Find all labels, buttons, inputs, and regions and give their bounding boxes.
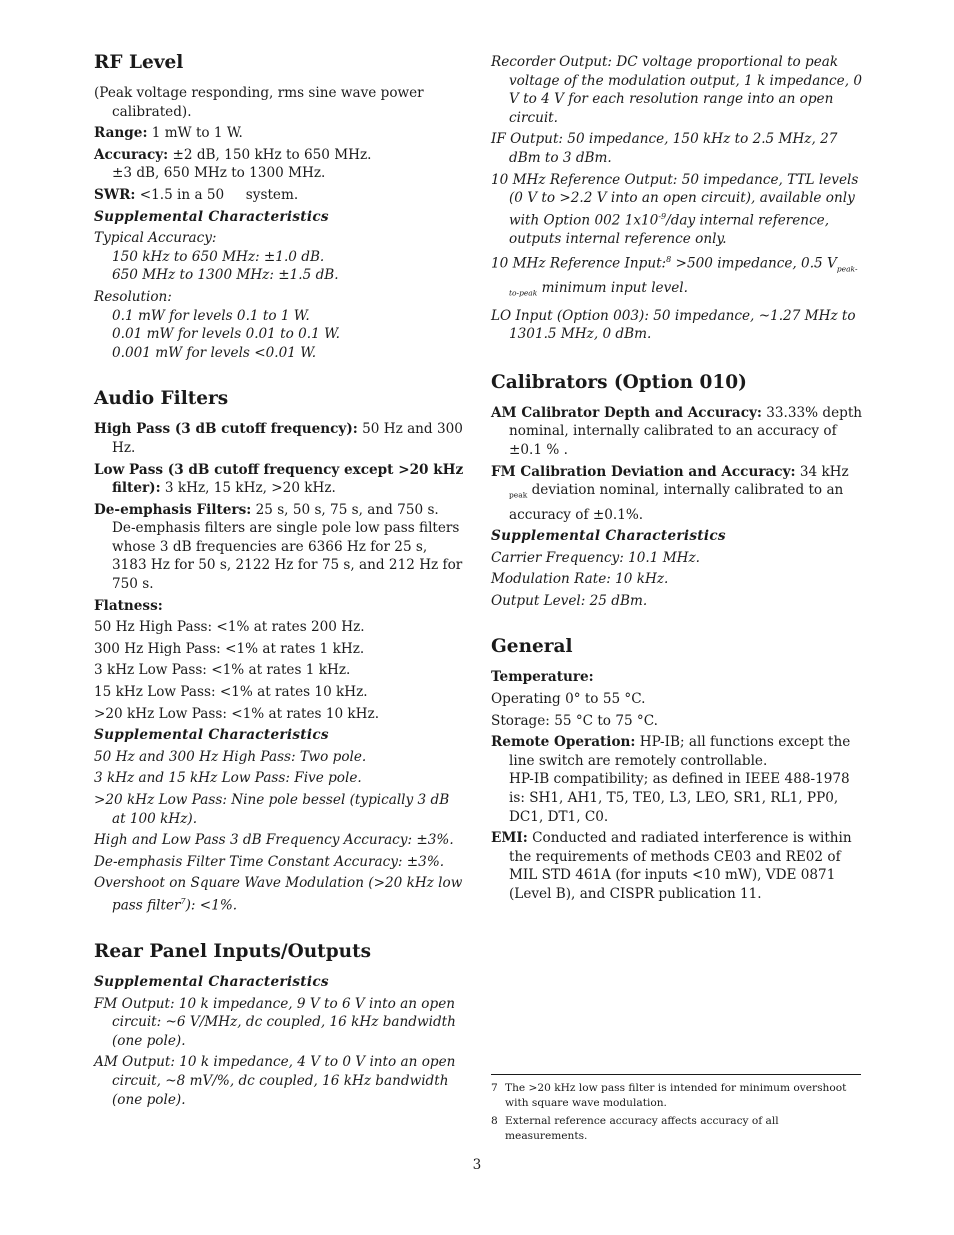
flatness-item: 3 kHz Low Pass: <1% at rates 1 kHz.	[94, 662, 351, 679]
lo-input: LO Input (Option 003): 50 impedance, ~1.27 MHz to 1301.5 MHz, 0 dBm.	[491, 307, 856, 343]
fm-calibration-end: deviation nominal, internally calibrated to an accuracy of ±0.1%.	[509, 482, 844, 523]
accuracy-label: Accuracy:	[94, 146, 169, 163]
rear-panel-section	[94, 939, 464, 1109]
rf-level-range	[94, 124, 464, 143]
supp-item: High and Low Pass 3 dB Frequency Accuracy: ±3%.	[94, 832, 454, 849]
reference-output-text: 10 MHz Reference Output: 50 impedance, TTL levels (0 V to >2.2 V into an open circuit), available only with Option 002 1x10	[491, 171, 859, 229]
footnote-number: 7	[491, 1082, 498, 1094]
audio-filters-section	[94, 386, 464, 915]
typical-accuracy-1: 150 kHz to 650 MHz: ±1.0 dB.	[112, 248, 325, 265]
low-pass-value: 3 kHz, 15 kHz, >20 kHz.	[160, 480, 336, 497]
rf-level-intro: (Peak voltage responding, rms sine wave power calibrated).	[94, 85, 424, 120]
reference-input-mid: >500 impedance, 0.5 V	[671, 256, 837, 272]
deemphasis-value: 25 s, 50 s, 75 s, and 750 s. De-emphasis filters are single pole low pass filters whose 3 dB frequencies are 6366 Hz for 25 s, 3183 Hz for 50 s, 2122 Hz for 75 s, and 212 Hz for 750 s.	[112, 501, 463, 593]
flatness-label-text: Flatness:	[94, 597, 163, 614]
footnote-ref-8: 8	[666, 255, 672, 265]
calibrators-section	[491, 370, 863, 611]
temperature-label-text: Temperature:	[491, 669, 594, 686]
high-pass-label: High Pass (3 dB cutoff frequency):	[94, 421, 358, 438]
accuracy-value-2: ±3 dB, 650 MHz to 1300 MHz.	[112, 165, 326, 182]
footnote-text: External reference accuracy affects accuracy of all measurements.	[505, 1115, 779, 1142]
carrier-frequency: Carrier Frequency: 10.1 MHz.	[491, 549, 700, 566]
rear-panel-supplemental-heading: Supplemental Characteristics	[94, 974, 329, 991]
remote-compatibility: HP-IB compatibility; as defined in IEEE 488-1978 is: SH1, AH1, T5, TE0, L3, LEO, SR1, RL1, PP0, DC1, DT1, C0.	[509, 771, 850, 825]
remote-operation-value: HP-IB; all functions except the line switch are remotely controllable.	[509, 734, 851, 769]
temperature-label	[491, 668, 863, 687]
reference-input-text: 10 MHz Reference Input:	[491, 256, 667, 272]
accuracy-value-1: ±2 dB, 150 kHz to 650 MHz.	[168, 146, 372, 163]
rf-level-supplemental-heading: Supplemental Characteristics	[94, 208, 329, 225]
supp-item: 50 Hz and 300 Hz High Pass: Two pole.	[94, 748, 367, 765]
fm-calibration-label: FM Calibration Deviation and Accuracy:	[491, 463, 796, 480]
high-pass	[94, 420, 464, 457]
deemphasis	[94, 501, 464, 594]
emi-value: Conducted and radiated interference is within the requirements of methods CE03 and RE02 of MIL STD 461A (for inputs <10 mW), VDE 0871 (Level B), and CISPR publication 11.	[509, 830, 852, 902]
operating-temperature: Operating 0° to 55 °C.	[491, 691, 646, 708]
swr-label: SWR:	[94, 186, 136, 203]
resolution-2: 0.01 mW for levels 0.01 to 0.1 W.	[112, 326, 340, 343]
reference-input	[491, 251, 863, 303]
general-heading: General	[491, 636, 573, 658]
footnote-text: The >20 kHz low pass filter is intended for minimum overshoot with square wave modulation.	[505, 1082, 847, 1109]
footnote-ref-7: 7	[180, 896, 186, 906]
resolution-group	[94, 288, 464, 362]
am-output: AM Output: 10 k impedance, 4 V to 0 V into an open circuit, ~8 mV/%, dc coupled, 16 kHz bandwidth (one pole).	[94, 1054, 456, 1108]
exponent: -9	[658, 211, 667, 221]
typical-accuracy-group	[94, 229, 464, 285]
calibrators-heading: Calibrators (Option 010)	[491, 371, 747, 393]
typical-accuracy-label: Typical Accuracy:	[94, 230, 217, 247]
audio-filters-supplemental-heading: Supplemental Characteristics	[94, 727, 329, 744]
if-output: IF Output: 50 impedance, 150 kHz to 2.5 MHz, 27 dBm to 3 dBm.	[491, 131, 838, 166]
low-pass	[94, 461, 464, 498]
low-pass-label: Low Pass (3 dB cutoff frequency except >20 kHz filter):	[94, 461, 464, 497]
storage-temperature: Storage: 55 °C to 75 °C.	[491, 712, 658, 729]
fm-calibration-value: 34 kHz	[795, 463, 849, 480]
typical-accuracy-2: 650 MHz to 1300 MHz: ±1.5 dB.	[112, 267, 339, 284]
page-number: 3	[472, 1157, 482, 1173]
flatness-item: 15 kHz Low Pass: <1% at rates 10 kHz.	[94, 684, 368, 701]
footnote-number: 8	[491, 1115, 498, 1127]
peak-subscript: peak	[509, 490, 528, 500]
general-section	[491, 634, 863, 903]
overshoot-item	[94, 874, 464, 915]
output-level: Output Level: 25 dBm.	[491, 592, 648, 609]
fm-output: FM Output: 10 k impedance, 9 V to 6 V into an open circuit: ~6 V/MHz, dc coupled, 16 kHz bandwidth (one pole).	[94, 995, 456, 1049]
peak-to-peak-subscript: peak-to-peak	[509, 264, 858, 299]
supp-item: De-emphasis Filter Time Constant Accuracy: ±3%.	[94, 853, 445, 870]
rf-level-heading: RF Level	[94, 52, 184, 73]
emi	[491, 829, 863, 903]
footnote-7	[491, 1081, 861, 1111]
flatness-item: 50 Hz High Pass: <1% at rates 200 Hz.	[94, 619, 365, 636]
recorder-output: Recorder Output: DC voltage proportional to peak voltage of the modulation output, 1 k impedance, 0 V to 4 V for each resolution range into an open circuit.	[491, 54, 863, 126]
am-calibrator	[491, 404, 863, 460]
flatness-label	[94, 597, 464, 616]
range-label: Range:	[94, 125, 148, 142]
rear-panel-heading: Rear Panel Inputs/Outputs	[94, 941, 372, 963]
outputs-continued-section	[491, 53, 863, 344]
left-column	[94, 50, 464, 1133]
rf-level-section	[94, 50, 464, 362]
audio-filters-heading: Audio Filters	[94, 388, 229, 410]
flatness-item: 300 Hz High Pass: <1% at rates 1 kHz.	[94, 640, 365, 657]
calibrators-supplemental-heading: Supplemental Characteristics	[491, 528, 726, 545]
reference-output	[491, 171, 863, 249]
flatness-item: >20 kHz Low Pass: <1% at rates 10 kHz.	[94, 705, 380, 722]
range-value: 1 mW to 1 W.	[147, 125, 243, 142]
remote-operation	[491, 733, 863, 770]
right-column	[491, 53, 863, 928]
swr-value: <1.5 in a 50 system.	[135, 186, 299, 203]
fm-calibration	[491, 463, 863, 525]
am-calibrator-value: 33.33% depth nominal, internally calibrated to an accuracy of ±0.1 % .	[509, 404, 863, 458]
resolution-1: 0.1 mW for levels 0.1 to 1 W.	[112, 307, 310, 324]
am-calibrator-label: AM Calibrator Depth and Accuracy:	[491, 404, 762, 421]
deemphasis-label: De-emphasis Filters:	[94, 501, 252, 518]
emi-label: EMI:	[491, 830, 528, 847]
remote-operation-label: Remote Operation:	[491, 734, 636, 751]
overshoot-text: Overshoot on Square Wave Modulation (>20 kHz low pass filter	[94, 875, 463, 914]
reference-output-end: /day internal reference, outputs internal reference only.	[509, 212, 830, 247]
rf-level-accuracy	[94, 146, 464, 165]
footnote-8	[491, 1114, 861, 1144]
supp-item: >20 kHz Low Pass: Nine pole bessel (typically 3 dB at 100 kHz).	[94, 792, 450, 827]
resolution-3: 0.001 mW for levels <0.01 W.	[112, 344, 317, 361]
overshoot-end: ): <1%.	[185, 897, 238, 914]
resolution-label: Resolution:	[94, 288, 172, 305]
footnotes	[491, 1074, 861, 1147]
modulation-rate: Modulation Rate: 10 kHz.	[491, 571, 669, 588]
high-pass-value: 50 Hz and 300 Hz.	[112, 421, 463, 456]
reference-input-end: minimum input level.	[537, 280, 688, 297]
rf-level-swr	[94, 186, 464, 205]
supp-item: 3 kHz and 15 kHz Low Pass: Five pole.	[94, 770, 362, 787]
